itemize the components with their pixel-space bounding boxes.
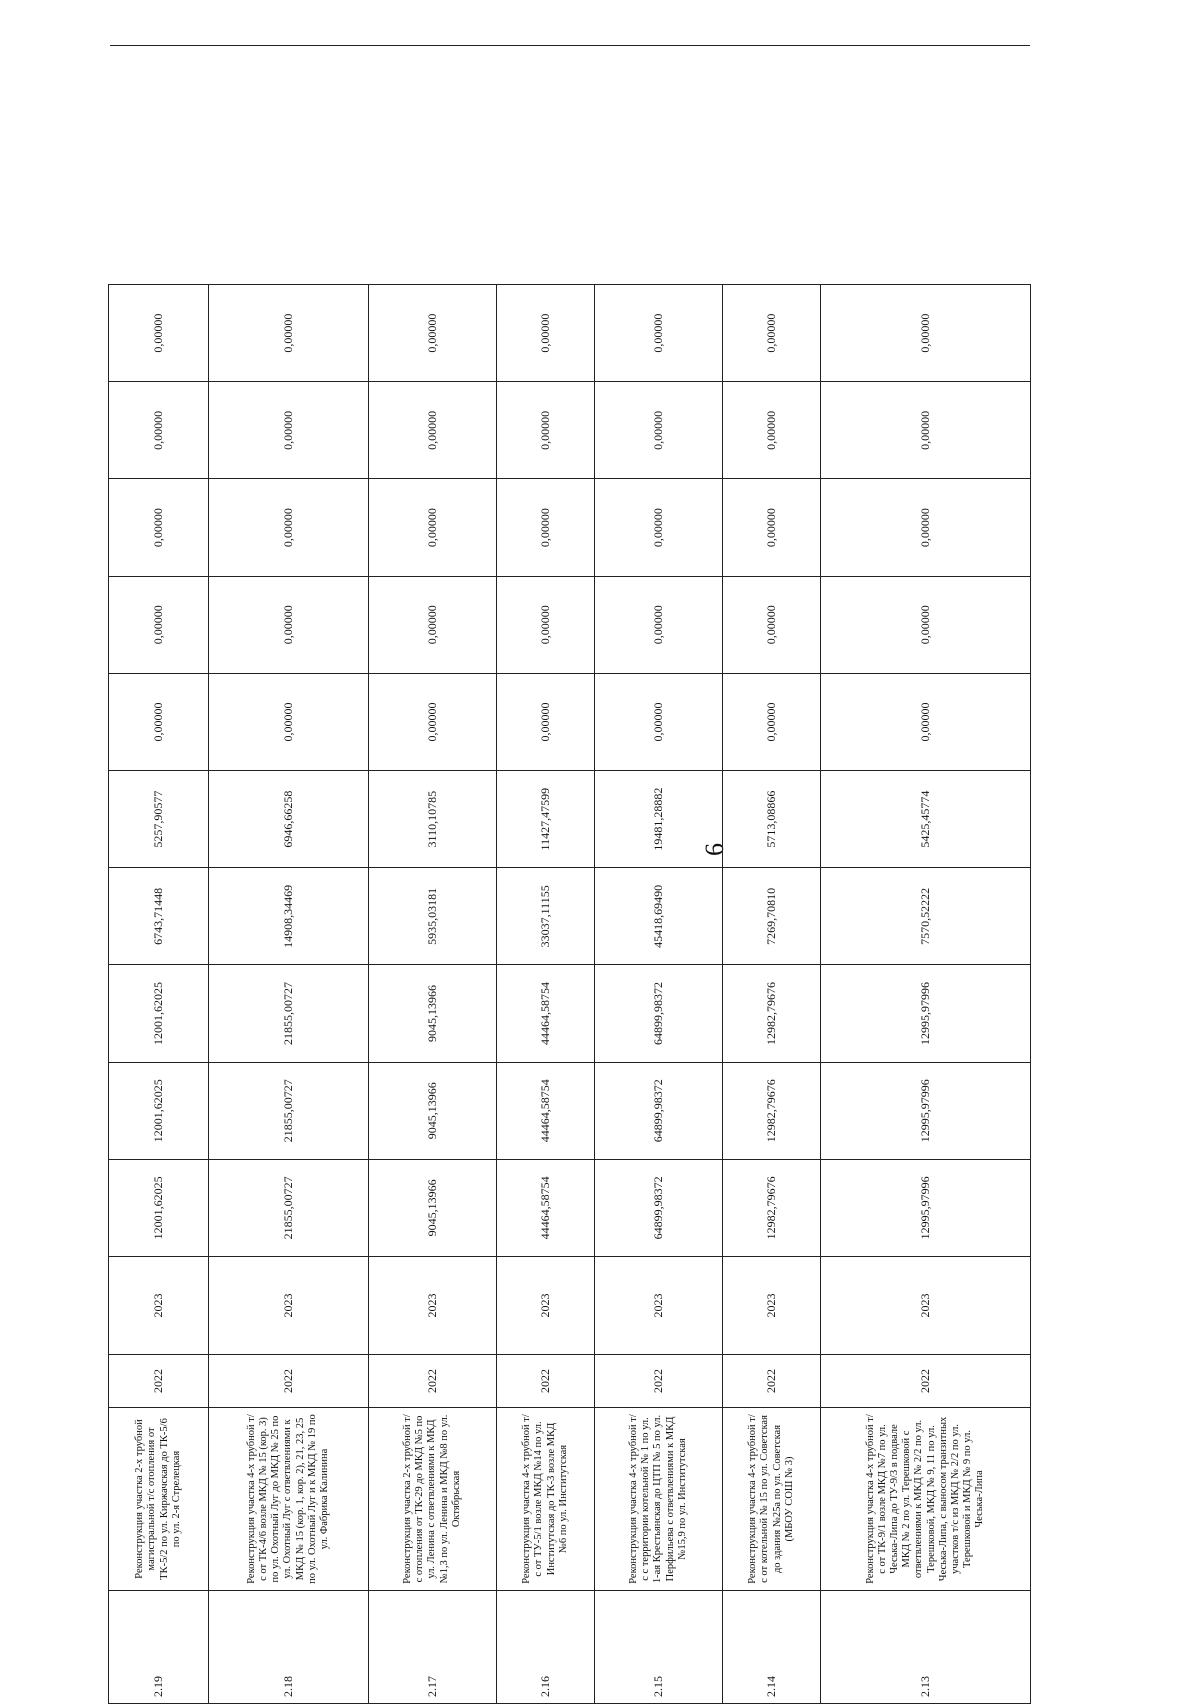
end-year: 2023 bbox=[209, 1257, 369, 1355]
value-cell: 0,00000 bbox=[595, 285, 723, 382]
value-cell: 0,00000 bbox=[821, 576, 1031, 673]
end-year: 2023 bbox=[723, 1257, 821, 1355]
value-cell: 44464,58754 bbox=[497, 1062, 595, 1159]
value-cell: 0,00000 bbox=[369, 479, 497, 576]
investment-table bbox=[108, 284, 1031, 1704]
value-cell: 0,00000 bbox=[497, 673, 595, 770]
value-cell: 0,00000 bbox=[595, 382, 723, 479]
value-cell: 12001,62025 bbox=[109, 1062, 209, 1159]
value-cell: 21855,00727 bbox=[209, 1062, 369, 1159]
value-cell: 0,00000 bbox=[109, 479, 209, 576]
top-rule bbox=[110, 45, 1030, 46]
row-description: Реконструкция участка 2-х трубной т/с отопления от ТК-29 до МКД №5 по ул. Ленина с ответвлениями к МКД №1,3 по ул. Ленина и МКД №8 по ул. Октябрьская bbox=[369, 1408, 497, 1591]
value-cell: 0,00000 bbox=[723, 479, 821, 576]
value-cell: 7269,70810 bbox=[723, 868, 821, 965]
value-cell: 0,00000 bbox=[723, 382, 821, 479]
value-cell: 0,00000 bbox=[723, 285, 821, 382]
value-cell: 3110,10785 bbox=[369, 771, 497, 868]
value-cell: 12982,79676 bbox=[723, 1062, 821, 1159]
value-cell: 12995,97996 bbox=[821, 1062, 1031, 1159]
page-number: 6 bbox=[700, 843, 729, 856]
value-cell: 9045,13966 bbox=[369, 965, 497, 1062]
value-cell: 0,00000 bbox=[209, 285, 369, 382]
start-year: 2022 bbox=[497, 1355, 595, 1408]
value-cell: 11427,47599 bbox=[497, 771, 595, 868]
row-number: 2.18 bbox=[209, 1591, 369, 1704]
value-cell: 19481,28882 bbox=[595, 771, 723, 868]
value-cell: 0,00000 bbox=[209, 576, 369, 673]
value-cell: 12995,97996 bbox=[821, 965, 1031, 1062]
start-year: 2022 bbox=[723, 1355, 821, 1408]
value-cell: 12982,79676 bbox=[723, 1159, 821, 1256]
value-cell: 5935,03181 bbox=[369, 868, 497, 965]
value-cell: 44464,58754 bbox=[497, 1159, 595, 1256]
row-number: 2.15 bbox=[595, 1591, 723, 1704]
row-number: 2.17 bbox=[369, 1591, 497, 1704]
row-description: Реконструкция участка 2-х трубной магистральной т/с отопления от ТК-5/2 по ул. Киржачская до ТК-5/6 по ул. 2-я Стрелецкая bbox=[109, 1408, 209, 1591]
table-row bbox=[595, 285, 723, 1704]
value-cell: 0,00000 bbox=[723, 673, 821, 770]
end-year: 2023 bbox=[497, 1257, 595, 1355]
value-cell: 0,00000 bbox=[497, 382, 595, 479]
value-cell: 9045,13966 bbox=[369, 1062, 497, 1159]
value-cell: 0,00000 bbox=[209, 673, 369, 770]
end-year: 2023 bbox=[369, 1257, 497, 1355]
value-cell: 0,00000 bbox=[369, 382, 497, 479]
table-row bbox=[497, 285, 595, 1704]
value-cell: 5425,45774 bbox=[821, 771, 1031, 868]
value-cell: 0,00000 bbox=[821, 673, 1031, 770]
row-number: 2.13 bbox=[821, 1591, 1031, 1704]
value-cell: 64899,98372 bbox=[595, 965, 723, 1062]
value-cell: 12982,79676 bbox=[723, 965, 821, 1062]
start-year: 2022 bbox=[369, 1355, 497, 1408]
value-cell: 21855,00727 bbox=[209, 1159, 369, 1256]
row-number: 2.16 bbox=[497, 1591, 595, 1704]
value-cell: 5713,08866 bbox=[723, 771, 821, 868]
value-cell: 0,00000 bbox=[109, 576, 209, 673]
value-cell: 44464,58754 bbox=[497, 965, 595, 1062]
value-cell: 9045,13966 bbox=[369, 1159, 497, 1256]
row-description: Реконструкция участка 4-х трубной т/с от ТК-4/6 возле МКД № 15 (кор. 3) по ул. Охотный Луг до МКД № 25 по ул. Охотный Луг с ответвлениями к МКД № 15 (кор. 1, кор. 2), 21, 23, 25 по ул. Охотный Луг и к МКД № 19 по ул. Фабрика Калинина bbox=[209, 1408, 369, 1591]
value-cell: 64899,98372 bbox=[595, 1159, 723, 1256]
value-cell: 0,00000 bbox=[497, 479, 595, 576]
value-cell: 0,00000 bbox=[369, 285, 497, 382]
value-cell: 0,00000 bbox=[109, 285, 209, 382]
row-description: Реконструкция участка 4-х трубной т/с с территории котельной № 1 по ул. 1-ая Крестьянская до ЦТП № 5 по ул. Перфильева с ответвлениями к МКД №15,9 по ул. Институтская bbox=[595, 1408, 723, 1591]
value-cell: 0,00000 bbox=[497, 285, 595, 382]
row-description: Реконструкция участка 4-х трубной т/с от ТУ-5/1 возле МКД №14 по ул. Институтская до ТК-3 возле МКД №6 по ул. Институтская bbox=[497, 1408, 595, 1591]
table-row bbox=[723, 285, 821, 1704]
table-rotator bbox=[108, 284, 1031, 1704]
value-cell: 64899,98372 bbox=[595, 1062, 723, 1159]
row-number: 2.14 bbox=[723, 1591, 821, 1704]
row-description: Реконструкция участка 4-х трубной т/с от котельной № 15 по ул. Советская до здания №25а по ул. Советская (МБОУ СОШ № 3) bbox=[723, 1408, 821, 1591]
value-cell: 14908,34469 bbox=[209, 868, 369, 965]
value-cell: 0,00000 bbox=[821, 285, 1031, 382]
value-cell: 21855,00727 bbox=[209, 965, 369, 1062]
value-cell: 7570,52222 bbox=[821, 868, 1031, 965]
value-cell: 5257,90577 bbox=[109, 771, 209, 868]
value-cell: 6946,66258 bbox=[209, 771, 369, 868]
value-cell: 12001,62025 bbox=[109, 965, 209, 1062]
value-cell: 0,00000 bbox=[369, 673, 497, 770]
end-year: 2023 bbox=[109, 1257, 209, 1355]
start-year: 2022 bbox=[109, 1355, 209, 1408]
value-cell: 0,00000 bbox=[821, 382, 1031, 479]
value-cell: 0,00000 bbox=[497, 576, 595, 673]
start-year: 2022 bbox=[821, 1355, 1031, 1408]
value-cell: 0,00000 bbox=[209, 479, 369, 576]
value-cell: 33037,11155 bbox=[497, 868, 595, 965]
table-row bbox=[821, 285, 1031, 1704]
value-cell: 0,00000 bbox=[209, 382, 369, 479]
row-number: 2.19 bbox=[109, 1591, 209, 1704]
table-row bbox=[109, 285, 209, 1704]
table-row bbox=[209, 285, 369, 1704]
end-year: 2023 bbox=[821, 1257, 1031, 1355]
value-cell: 45418,69490 bbox=[595, 868, 723, 965]
value-cell: 12995,97996 bbox=[821, 1159, 1031, 1256]
value-cell: 0,00000 bbox=[821, 479, 1031, 576]
start-year: 2022 bbox=[595, 1355, 723, 1408]
value-cell: 0,00000 bbox=[723, 576, 821, 673]
value-cell: 0,00000 bbox=[109, 673, 209, 770]
value-cell: 0,00000 bbox=[595, 576, 723, 673]
value-cell: 12001,62025 bbox=[109, 1159, 209, 1256]
end-year: 2023 bbox=[595, 1257, 723, 1355]
row-description: Реконструкция участка 4-х трубной т/с от ТК-9/1 возле МКД №7 по ул. Чеська-Липа до ТУ-9/3 в подвале МКД № 2 по ул. Терешковой с ответвлениями к МКД № 2/2 по ул. Терешковой, МКД № 9, 11 по ул. Чеська-Липа, с выносом транзитных участков т/с из МКД № 2/2 по ул. Терешковой и МКД № 9 по ул. Чеська-Липа bbox=[821, 1408, 1031, 1591]
start-year: 2022 bbox=[209, 1355, 369, 1408]
value-cell: 6743,71448 bbox=[109, 868, 209, 965]
value-cell: 0,00000 bbox=[595, 479, 723, 576]
value-cell: 0,00000 bbox=[369, 576, 497, 673]
value-cell: 0,00000 bbox=[109, 382, 209, 479]
value-cell: 0,00000 bbox=[595, 673, 723, 770]
table-row bbox=[369, 285, 497, 1704]
